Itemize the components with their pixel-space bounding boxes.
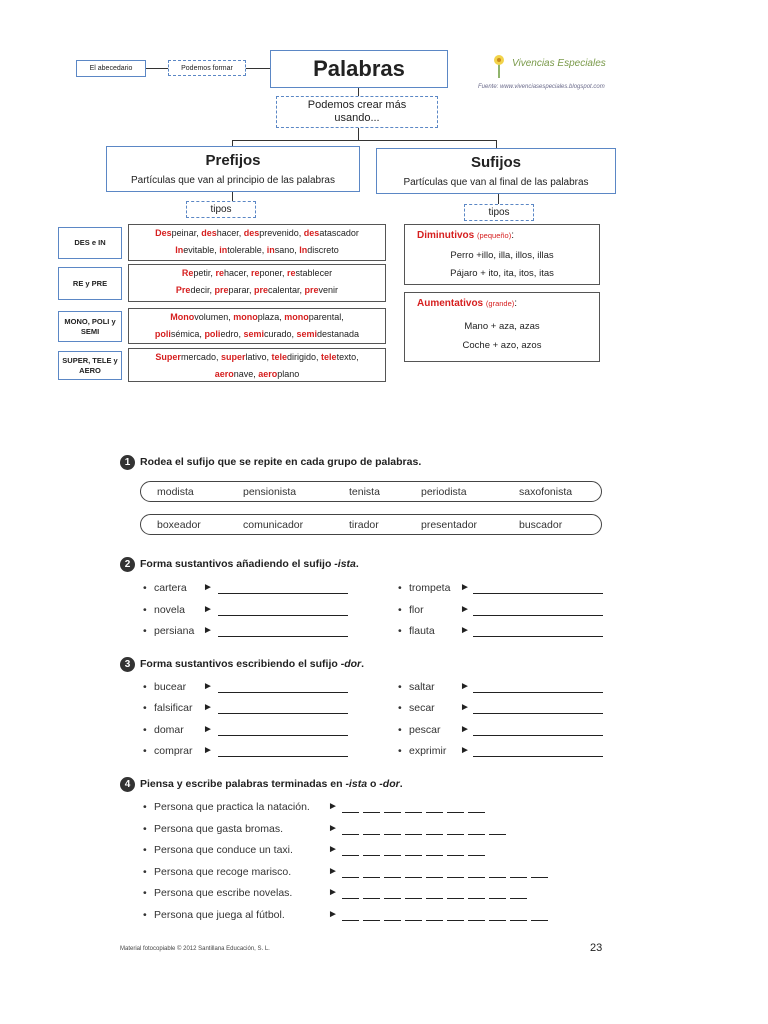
exercise-number: 4 [120, 777, 135, 792]
prefix-highlight: Des [155, 228, 172, 238]
letter-blank[interactable] [405, 812, 422, 813]
answer-blank[interactable] [218, 735, 348, 736]
aumentativos-colon: : [514, 298, 518, 309]
suffix-label: -dor [379, 778, 400, 790]
bullet: • [143, 865, 147, 878]
base-word: falsificar [154, 702, 193, 715]
connector-line [498, 194, 499, 204]
exercise-instruction-end: . [355, 558, 359, 570]
diminutivos-colon: : [511, 230, 514, 241]
sufijos-title: Sufijos [470, 154, 521, 171]
answer-blank[interactable] [473, 735, 603, 736]
example-line [129, 285, 385, 295]
answer-blank[interactable] [218, 615, 348, 616]
letter-blank[interactable] [468, 812, 485, 813]
bullet: • [143, 625, 147, 637]
letter-blank[interactable] [426, 920, 443, 921]
letter-blank[interactable] [447, 855, 464, 856]
exercise-1-title [120, 455, 421, 470]
prefix-highlight: in [266, 245, 275, 255]
prefix-group-examples [128, 224, 386, 261]
letter-blank[interactable] [363, 898, 380, 899]
arrow-icon: ► [460, 744, 470, 756]
bullet: • [143, 844, 147, 856]
letter-blank[interactable] [426, 898, 443, 899]
prefix-group-label-text: RE y PRE [72, 278, 108, 288]
exercise-instruction-mid: o [367, 778, 380, 790]
word-group-1 [140, 481, 602, 502]
prefix-highlight: semi [243, 329, 264, 339]
arrow-icon: ► [328, 887, 338, 898]
exercise-number: 1 [120, 455, 135, 470]
bullet: • [143, 887, 147, 899]
bullet: • [143, 681, 147, 693]
base-word: flor [409, 603, 424, 616]
word: boxeador [157, 519, 201, 531]
word: pensionista [243, 486, 297, 498]
letter-blank[interactable] [426, 855, 443, 856]
abecedario-label: El abecedario [89, 65, 133, 72]
answer-blank[interactable] [473, 713, 603, 714]
word: presentador [421, 519, 478, 531]
base-word: bucear [154, 681, 187, 693]
prefix-group-label [58, 267, 122, 300]
word-rest: edro, [220, 329, 244, 339]
example-line [129, 369, 385, 379]
letter-blank[interactable] [468, 855, 485, 856]
bullet: • [143, 582, 147, 594]
page-title: Palabras [313, 56, 405, 81]
word-rest: calentar, [268, 285, 305, 295]
exercise-number: 3 [120, 657, 135, 672]
letter-blank[interactable] [405, 898, 422, 899]
base-word: saltar [409, 681, 435, 693]
example-line [129, 329, 385, 339]
word-rest: parar, [228, 285, 254, 295]
arrow-icon: ► [460, 603, 470, 615]
source-text: Fuente: www.vivenciasespeciales.blogspot.com [478, 84, 605, 90]
bullet: • [143, 908, 147, 921]
prefix-highlight: aero [214, 369, 234, 379]
letter-blank[interactable] [447, 812, 464, 813]
prefix-highlight: re [287, 268, 296, 278]
exercise-2-title [120, 557, 359, 572]
connector-line [496, 140, 497, 148]
exercise-instruction: Rodea el sufijo que se repite en cada grupo de palabras. [140, 456, 422, 468]
arrow-icon: ► [460, 582, 470, 593]
prefix-group-label [58, 351, 122, 380]
bullet: • [398, 681, 402, 693]
letter-blank[interactable] [342, 920, 359, 921]
letter-blank[interactable] [342, 834, 359, 835]
arrow-icon: ► [328, 908, 338, 920]
aumentativos-title: Aumentativos [417, 298, 484, 309]
answer-blank[interactable] [473, 756, 603, 757]
example-line [129, 312, 385, 322]
letter-blank[interactable] [489, 877, 506, 878]
prefix-highlight: des [201, 228, 217, 238]
word-rest: curado, [263, 329, 297, 339]
word-rest: hacer, [223, 268, 251, 278]
prefix-group-examples [128, 308, 386, 344]
prefix-highlight: mono [233, 312, 258, 322]
base-word: novela [154, 603, 185, 616]
answer-blank[interactable] [218, 593, 348, 594]
letter-blank[interactable] [342, 855, 359, 856]
bullet: • [398, 603, 402, 616]
suffix-label: -dor [340, 658, 362, 670]
connector-line [246, 68, 270, 69]
prefix-highlight: Super [155, 352, 181, 362]
letter-blank[interactable] [447, 920, 464, 921]
answer-blank[interactable] [218, 636, 348, 637]
prefijos-tipos-label: tipos [210, 204, 232, 215]
letter-blank[interactable] [468, 834, 485, 835]
answer-blank[interactable] [218, 713, 348, 714]
word-rest: petir, [193, 268, 216, 278]
flower-icon [488, 52, 510, 78]
prefix-group-label-text: DES e IN [74, 238, 106, 247]
example-line [129, 228, 385, 238]
diminutivos-title: Diminutivos [417, 230, 475, 241]
aumentativos-line: Mano + aza, azas [464, 321, 540, 332]
prefix-highlight: Mono [170, 312, 195, 322]
exercise-instruction: Forma sustantivos escribiendo el sufijo [140, 658, 341, 670]
arrow-icon: ► [203, 744, 213, 756]
clue-text: Persona que escribe novelas. [154, 887, 293, 899]
word-rest: parental, [308, 312, 344, 322]
answer-blank[interactable] [473, 615, 603, 616]
prefijos-desc: Partículas que van al principio de las palabras [130, 175, 335, 186]
abecedario-box [76, 60, 146, 77]
letter-blank[interactable] [384, 834, 401, 835]
bullet: • [143, 744, 147, 757]
word-rest: stablecer [295, 268, 333, 278]
letter-blank[interactable] [405, 834, 422, 835]
bullet: • [143, 822, 147, 835]
prefix-group-examples [128, 348, 386, 382]
word-rest: lativo, [245, 352, 272, 362]
letter-blank[interactable] [342, 812, 359, 813]
page-number: 23 [590, 942, 603, 954]
letter-blank[interactable] [405, 855, 422, 856]
letter-blank[interactable] [363, 834, 380, 835]
base-word: exprimir [409, 744, 447, 757]
prefix-highlight: mono [284, 312, 309, 322]
podemos-formar-box [168, 60, 246, 76]
prefix-highlight: Re [181, 268, 194, 278]
prefix-highlight: des [243, 228, 260, 238]
aumentativos-box [404, 292, 600, 362]
connector-line [232, 140, 496, 141]
letter-blank[interactable] [489, 920, 506, 921]
answer-blank[interactable] [473, 636, 603, 637]
podemos-crear-box [276, 96, 438, 128]
word-rest: destanada [317, 329, 360, 339]
arrow-icon: ► [328, 801, 338, 812]
exercise-instruction: Piensa y escribe palabras terminadas en [140, 778, 346, 790]
prefix-highlight: In [175, 245, 184, 255]
prefijos-box [106, 146, 360, 192]
letter-blank[interactable] [468, 898, 485, 899]
example-line [129, 268, 385, 278]
sufijos-tipos-label: tipos [488, 207, 510, 218]
letter-blank[interactable] [363, 920, 380, 921]
exercise-number: 2 [120, 557, 135, 572]
clue-text: Persona que juega al fútbol. [154, 908, 285, 921]
word-rest: sémica, [170, 329, 205, 339]
prefix-group-label-text: SUPER, TELE y AERO [62, 355, 118, 375]
connector-line [232, 192, 233, 201]
word: comunicador [243, 519, 304, 531]
word-group-2 [140, 514, 602, 535]
bullet: • [398, 702, 402, 715]
letter-blank[interactable] [342, 877, 359, 878]
exercise-4-title [120, 777, 403, 792]
diminutivos-line: Perro +illo, illa, illos, illas [450, 250, 554, 261]
letter-blank[interactable] [405, 920, 422, 921]
bullet: • [143, 801, 147, 813]
suffix-label: -ista [345, 778, 368, 790]
word-rest: atascador [319, 228, 359, 238]
sufijos-box [376, 148, 616, 194]
letter-blank[interactable] [363, 812, 380, 813]
prefix-highlight: poli [204, 329, 221, 339]
prefix-highlight: super [220, 352, 246, 362]
exercise-instruction: Forma sustantivos añadiendo el sufijo [140, 558, 335, 570]
base-word: secar [409, 702, 435, 715]
letter-blank[interactable] [384, 812, 401, 813]
clue-text: Persona que practica la natación. [154, 801, 310, 813]
letter-blank[interactable] [342, 898, 359, 899]
word-rest: nave, [233, 369, 259, 379]
prefix-group-label [58, 227, 122, 259]
word-rest: prevenido, [259, 228, 304, 238]
prefix-group-examples [128, 264, 386, 302]
answer-blank[interactable] [218, 756, 348, 757]
arrow-icon: ► [328, 844, 338, 855]
prefix-highlight: pre [253, 285, 268, 295]
letter-blank[interactable] [531, 920, 548, 921]
base-word: cartera [154, 582, 187, 594]
bullet: • [398, 582, 402, 594]
letter-blank[interactable] [468, 920, 485, 921]
arrow-icon: ► [203, 723, 213, 735]
letter-blank[interactable] [510, 877, 527, 878]
exercise-3-title [120, 657, 364, 672]
word: tirador [349, 519, 379, 531]
bullet: • [143, 603, 147, 616]
letter-blank[interactable] [489, 898, 506, 899]
bullet: • [398, 723, 402, 736]
suffix-label: -ista [334, 558, 356, 570]
word-rest: dirigido, [287, 352, 322, 362]
letter-blank[interactable] [384, 877, 401, 878]
podemos-formar-label: Podemos formar [181, 64, 233, 72]
word: tenista [349, 486, 380, 498]
arrow-icon: ► [203, 625, 213, 636]
letter-blank[interactable] [363, 877, 380, 878]
bullet: • [143, 702, 147, 715]
prefix-highlight: re [215, 268, 224, 278]
arrow-icon: ► [328, 822, 338, 834]
prefijos-tipos-box [186, 201, 256, 218]
word-rest: tolerable, [227, 245, 267, 255]
word: periodista [421, 486, 467, 498]
letter-blank[interactable] [384, 920, 401, 921]
letter-blank[interactable] [363, 855, 380, 856]
word-rest: sano, [274, 245, 300, 255]
letter-blank[interactable] [384, 855, 401, 856]
letter-blank[interactable] [426, 834, 443, 835]
exercise-instruction-end: . [361, 658, 365, 670]
word-rest: venir [318, 285, 339, 295]
word: saxofonista [519, 486, 573, 498]
logo-text: Vivencias Especiales [512, 58, 606, 69]
bullet: • [143, 723, 147, 736]
prefix-highlight: tele [321, 352, 337, 362]
answer-blank[interactable] [218, 692, 348, 693]
word: buscador [519, 519, 563, 531]
letter-blank[interactable] [510, 920, 527, 921]
arrow-icon: ► [460, 681, 470, 692]
letter-blank[interactable] [510, 898, 527, 899]
prefijos-title: Prefijos [205, 152, 261, 169]
title-box [270, 50, 448, 88]
arrow-icon: ► [203, 603, 213, 615]
letter-blank[interactable] [447, 898, 464, 899]
word-rest: peinar, [171, 228, 202, 238]
prefix-highlight: pre [214, 285, 229, 295]
letter-blank[interactable] [384, 898, 401, 899]
prefix-highlight: poli [154, 329, 171, 339]
prefix-highlight: Pre [175, 285, 191, 295]
arrow-icon: ► [203, 582, 213, 593]
arrow-icon: ► [460, 702, 470, 714]
diminutivos-note: (pequeño) [477, 231, 512, 240]
prefix-highlight: semi [296, 329, 318, 339]
diminutivos-box [404, 224, 600, 285]
arrow-icon: ► [460, 723, 470, 735]
word-rest: poner, [259, 268, 288, 278]
example-line [129, 245, 385, 255]
diminutivos-line: Pájaro + ito, ita, itos, itas [450, 268, 554, 279]
example-line [129, 352, 385, 362]
answer-blank[interactable] [473, 692, 603, 693]
aumentativos-line: Coche + azo, azos [462, 340, 542, 351]
connector-line [146, 68, 168, 69]
prefix-group-label [58, 311, 122, 342]
clue-text: Persona que recoge marisco. [154, 865, 292, 878]
bullet: • [398, 625, 402, 637]
word-rest: texto, [336, 352, 359, 362]
letter-blank[interactable] [426, 812, 443, 813]
copyright: Material fotocopiable © 2012 Santillana Educación, S. L. [120, 946, 270, 952]
clue-text: Persona que gasta bromas. [154, 822, 283, 835]
letter-blank[interactable] [405, 877, 422, 878]
letter-blank[interactable] [447, 877, 464, 878]
bullet: • [398, 744, 402, 757]
podemos-crear-label: Podemos crear más usando... [307, 99, 407, 124]
prefix-highlight: pre [304, 285, 319, 295]
connector-line [358, 128, 359, 140]
aumentativos-note: (grande) [485, 299, 515, 308]
arrow-icon: ► [328, 865, 338, 877]
arrow-icon: ► [460, 625, 470, 636]
base-word: flauta [409, 625, 435, 637]
word-rest: discreto [307, 245, 339, 255]
clue-text: Persona que conduce un taxi. [154, 844, 293, 856]
base-word: pescar [409, 723, 441, 736]
answer-blank[interactable] [473, 593, 603, 594]
word-rest: volumen, [194, 312, 234, 322]
prefix-highlight: re [250, 268, 260, 278]
word-rest: mercado, [180, 352, 221, 362]
logo [488, 52, 628, 82]
base-word: trompeta [409, 582, 451, 594]
sufijos-desc: Partículas que van al final de las palabras [403, 177, 589, 188]
arrow-icon: ► [203, 681, 213, 692]
base-word: persiana [154, 625, 195, 637]
base-word: comprar [154, 744, 193, 757]
word-rest: evitable, [183, 245, 220, 255]
word-rest: plaza, [257, 312, 285, 322]
letter-blank[interactable] [489, 834, 506, 835]
arrow-icon: ► [203, 702, 213, 714]
connector-line [358, 88, 359, 96]
sufijos-tipos-box [464, 204, 534, 221]
prefix-highlight: In [299, 245, 308, 255]
base-word: domar [154, 723, 184, 736]
letter-blank[interactable] [468, 877, 485, 878]
prefix-highlight: in [219, 245, 228, 255]
word-rest: hacer, [216, 228, 244, 238]
word-rest: plano [277, 369, 300, 379]
letter-blank[interactable] [426, 877, 443, 878]
prefix-highlight: des [303, 228, 320, 238]
word: modista [157, 486, 194, 498]
exercise-instruction-end: . [399, 778, 403, 790]
prefix-highlight: tele [271, 352, 288, 362]
letter-blank[interactable] [531, 877, 548, 878]
prefix-highlight: aero [258, 369, 278, 379]
word-rest: decir, [190, 285, 215, 295]
letter-blank[interactable] [447, 834, 464, 835]
prefix-group-label-text: MONO, POLI y SEMI [64, 316, 116, 336]
